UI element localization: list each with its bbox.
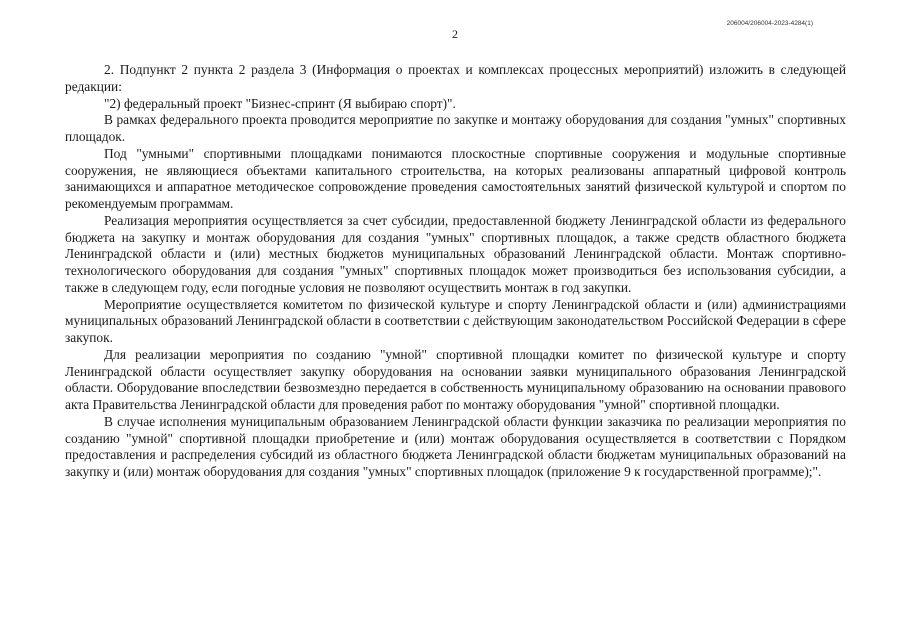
document-body bbox=[65, 62, 846, 481]
paragraph-smart-sites-definition: Под "умными" спортивными площадками понимаются плоскостные спортивные сооружения и модульные спортивные сооружения, не являющиеся объектами капитального строительства, на которых реализованы аппаратный цифровой контроль занимающихся и аппаратное методическое сопровождение проведения самостоятельных занятий физической культурой и спортом по рекомендуемым программам. bbox=[65, 145, 846, 211]
paragraph-procurement: Для реализации мероприятия по созданию "умной" спортивной площадки комитет по физической культуре и спорту Ленинградской области осуществляет закупку оборудования на основании заявки муниципального образования Ленинградской области. Оборудование впоследствии безвозмездно передается в собственность муниципальному образованию на основании правового акта Правительства Ленинградской области для проведения работ по монтажу оборудования "умной" спортивной площадки. bbox=[65, 346, 846, 412]
paragraph-municipal-customer: В случае исполнения муниципальным образованием Ленинградской области функции заказчика по реализации мероприятия по созданию "умной" спортивной площадки приобретение и (или) монтаж оборудования осуществляется в соответствии с Порядком предоставления и распределения субсидий из областного бюджета Ленинградской области бюджетам муниципальных образований на закупку и (или) монтаж оборудования для создания "умных" спортивных площадок (приложение 9 к государственной программе);". bbox=[65, 413, 846, 479]
paragraph-executors: Мероприятие осуществляется комитетом по физической культуре и спорту Ленинградской области и (или) администрациями муниципальных образований Ленинградской области в соответствии с действующим законодательством Российской Федерации в сфере закупок. bbox=[65, 296, 846, 345]
paragraph-amendment-intro: 2. Подпункт 2 пункта 2 раздела 3 (Информация о проектах и комплексах процессных мероприятий) изложить в следующей редакции: bbox=[65, 62, 846, 94]
paragraph-funding: Реализация мероприятия осуществляется за счет субсидии, предоставленной бюджету Ленинградской области из федерального бюджета на закупку и монтаж оборудования для создания "умных" спортивных площадок, а также средств областного бюджета Ленинградской области и (или) местных бюджетов муниципальных образований Ленинградской области. Монтаж спортивно-технологического оборудования для создания "умных" спортивных площадок может производиться без использования субсидии, а также в следующем году, если погодные условия не позволяют осуществить монтаж в год закупки. bbox=[65, 212, 846, 295]
paragraph-project-title: "2) федеральный проект "Бизнес-спринт (Я выбираю спорт)". bbox=[104, 95, 456, 111]
document-registration-number: 206004/206004-2023-4284(1) bbox=[726, 20, 813, 27]
paragraph-project-scope: В рамках федерального проекта проводится мероприятие по закупке и монтажу оборудования для создания "умных" спортивных площадок. bbox=[65, 112, 846, 144]
page-number: 2 bbox=[452, 27, 458, 41]
